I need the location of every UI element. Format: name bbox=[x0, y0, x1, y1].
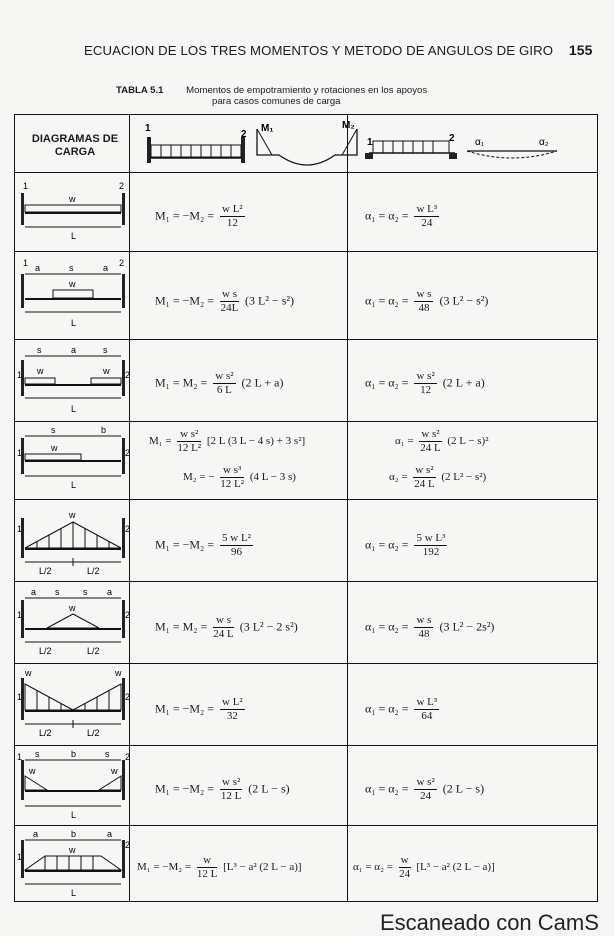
rotation-eq-2 bbox=[365, 288, 488, 315]
diag7-label-L2b: L/2 bbox=[87, 728, 100, 738]
diag2-label-a1: a bbox=[35, 263, 41, 273]
load-diagram-4 bbox=[17, 424, 137, 498]
diag7-label-2: 2 bbox=[125, 692, 131, 702]
diag9-label-L: L bbox=[71, 888, 77, 898]
moment-eq-6-num: w s bbox=[213, 614, 233, 628]
rotation-eq-8-num: w s² bbox=[416, 776, 435, 788]
moment-eq-4b-den: 12 L² bbox=[220, 478, 245, 490]
header-a2: α₂ bbox=[539, 137, 549, 148]
diag4-label-w: w bbox=[51, 443, 58, 453]
rotation-eq-4a-rest: (2 L − s)² bbox=[447, 435, 489, 448]
diag7-label-L2a: L/2 bbox=[39, 728, 52, 738]
diag3-label-s2: s bbox=[103, 345, 108, 355]
moment-eq-5-den: 96 bbox=[231, 546, 242, 558]
table-row-6 bbox=[15, 581, 597, 663]
moment-eq-9-num: w bbox=[197, 854, 217, 868]
moment-eq-4b-lhs: M₂ = − bbox=[183, 471, 215, 484]
moment-eq-7-den: 32 bbox=[226, 710, 238, 722]
diag5-label-L2a: L/2 bbox=[39, 566, 52, 576]
table-label: TABLA 5.1 bbox=[116, 85, 164, 96]
rotation-eq-9-num: w bbox=[400, 854, 409, 866]
diag1-label-2: 2 bbox=[119, 181, 125, 191]
diag7-label-w1: w bbox=[25, 668, 32, 678]
moment-eq-3-lhs: M₁ = M₂ = bbox=[155, 375, 208, 390]
rotation-eq-9-den: 24 bbox=[399, 868, 411, 880]
diag8-label-w1: w bbox=[29, 766, 36, 776]
diag1-label-L: L bbox=[71, 231, 77, 241]
diagram-column-heading: DIAGRAMAS DE CARGA bbox=[31, 133, 119, 158]
diag3-label-L: L bbox=[71, 404, 77, 414]
moment-eq-2-rest: (3 L² − s²) bbox=[245, 293, 294, 308]
moment-eq-6-den: 24 L bbox=[213, 628, 234, 640]
diag6-label-L2b: L/2 bbox=[87, 646, 100, 656]
table-caption bbox=[116, 85, 427, 107]
rotation-eq-2-rest: (3 L² − s²) bbox=[439, 293, 489, 308]
rotation-eq-4a bbox=[395, 428, 489, 455]
rotation-eq-8-lhs: α₁ = α₂ = bbox=[365, 781, 409, 796]
header-a1: α₁ bbox=[475, 137, 485, 148]
diag2-label-s: s bbox=[69, 263, 74, 273]
moment-eq-4b bbox=[183, 464, 296, 491]
moment-eq-5 bbox=[155, 532, 256, 559]
diag4-label-s: s bbox=[51, 425, 56, 435]
moment-eq-4a-den: 12 L² bbox=[177, 442, 202, 454]
diag1-label-w: w bbox=[69, 194, 76, 204]
header-m1: M₁ bbox=[261, 123, 274, 134]
table-row-2 bbox=[15, 251, 597, 339]
moment-eq-2 bbox=[155, 288, 294, 315]
diag3-label-w2: w bbox=[103, 366, 110, 376]
table-row-4 bbox=[15, 421, 597, 499]
moment-eq-9-rest: [L³ − a² (2 L − a)] bbox=[223, 861, 302, 874]
moment-eq-8 bbox=[155, 776, 290, 803]
moment-eq-6-rest: (3 L² − 2 s²) bbox=[239, 619, 298, 634]
rotation-eq-9 bbox=[353, 854, 495, 881]
moment-eq-7 bbox=[155, 696, 248, 723]
moment-eq-1-num: w L² bbox=[222, 203, 243, 215]
rotation-eq-1 bbox=[365, 203, 442, 230]
diag2-label-w: w bbox=[69, 279, 76, 289]
scanner-watermark: Escaneado con CamS bbox=[380, 910, 599, 935]
moment-eq-2-den: 24L bbox=[220, 302, 239, 314]
diag2-label-a2: a bbox=[103, 263, 109, 273]
table-row-7 bbox=[15, 663, 597, 745]
moment-eq-8-lhs: M₁ = −M₂ = bbox=[155, 781, 215, 796]
diag3-label-w1: w bbox=[37, 366, 44, 376]
rotation-eq-8 bbox=[365, 776, 484, 803]
rotation-eq-3-num: w s² bbox=[416, 370, 435, 382]
header-node-1: 1 bbox=[145, 123, 151, 134]
rotation-eq-3-rest: (2 L + a) bbox=[442, 375, 485, 390]
moment-eq-8-num: w s² bbox=[222, 776, 241, 788]
header-node-2b: 2 bbox=[449, 133, 455, 144]
moment-eq-2-num: w s bbox=[222, 288, 237, 300]
diag8-label-L: L bbox=[71, 810, 77, 820]
moment-eq-7-num: w L² bbox=[222, 696, 243, 708]
header-node-1b: 1 bbox=[367, 137, 373, 148]
diag6-label-w: w bbox=[69, 603, 76, 613]
rotation-eq-4a-num: w s² bbox=[421, 428, 440, 440]
diag6-label-2: 2 bbox=[125, 610, 131, 620]
caption-line-2: para casos comunes de carga bbox=[212, 96, 341, 107]
rotation-eq-4b-den: 24 L bbox=[414, 478, 435, 490]
rotation-eq-2-num: w s bbox=[416, 288, 432, 300]
table-row-1 bbox=[15, 172, 597, 251]
load-diagram-3 bbox=[17, 342, 137, 420]
table-row-3 bbox=[15, 339, 597, 421]
diag9-label-2: 2 bbox=[125, 840, 131, 850]
moment-eq-4a-rest: [2 L (3 L − 4 s) + 3 s²] bbox=[206, 435, 306, 448]
diag9-label-a2: a bbox=[107, 829, 113, 839]
diag9-label-b: b bbox=[71, 829, 77, 839]
diag8-label-2: 2 bbox=[125, 752, 131, 762]
moment-eq-6 bbox=[155, 614, 298, 641]
rotation-eq-9-lhs: α₁ = α₂ = bbox=[353, 861, 393, 874]
diag5-label-1: 1 bbox=[17, 524, 23, 534]
moment-eq-3-den: 6 L bbox=[216, 384, 232, 396]
moment-eq-1 bbox=[155, 203, 248, 230]
moment-eq-4a-lhs: M₁ = bbox=[149, 435, 172, 448]
load-diagram-6 bbox=[17, 584, 137, 662]
moment-eq-2-lhs: M₁ = −M₂ = bbox=[155, 293, 215, 308]
rotation-eq-8-den: 24 bbox=[420, 790, 432, 802]
diag6-label-s1: s bbox=[55, 587, 60, 597]
rotation-eq-6-num: w s bbox=[416, 614, 432, 626]
rotation-eq-7-den: 64 bbox=[421, 710, 433, 722]
rotation-eq-4a-lhs: α₁ = bbox=[395, 435, 414, 448]
moment-eq-9-lhs: M₁ = −M₂ = bbox=[137, 861, 192, 874]
diag8-label-s2: s bbox=[105, 749, 110, 759]
rotation-eq-6-lhs: α₁ = α₂ = bbox=[365, 619, 409, 634]
rotation-eq-4b-num: w s² bbox=[415, 464, 434, 476]
moment-eq-4a bbox=[149, 428, 305, 455]
moment-eq-8-den: 12 L bbox=[220, 790, 242, 802]
diag6-label-a1: a bbox=[31, 587, 37, 597]
rotation-eq-1-den: 24 bbox=[421, 217, 433, 229]
diag2-label-2: 2 bbox=[119, 258, 125, 268]
diag3-label-2: 2 bbox=[125, 370, 131, 380]
moment-eq-9 bbox=[137, 854, 302, 881]
diag4-label-L: L bbox=[71, 480, 77, 490]
diag8-label-w2: w bbox=[111, 766, 118, 776]
load-diagram-2 bbox=[17, 254, 137, 338]
diag6-label-s2: s bbox=[83, 587, 88, 597]
rotation-eq-3-den: 12 bbox=[420, 384, 432, 396]
rotation-eq-4b-rest: (2 L² − s²) bbox=[441, 471, 487, 484]
rotation-eq-6-den: 48 bbox=[418, 628, 430, 640]
rotation-eq-7-lhs: α₁ = α₂ = bbox=[365, 701, 409, 716]
table-row-8 bbox=[15, 745, 597, 825]
diag1-label-1: 1 bbox=[23, 181, 29, 191]
diag2-label-L: L bbox=[71, 318, 77, 328]
moment-eq-5-num: 5 w L² bbox=[222, 532, 251, 544]
rotation-eq-5-den: 192 bbox=[422, 546, 440, 558]
rotation-eq-4b bbox=[389, 464, 486, 491]
page-number: 155 bbox=[568, 42, 593, 58]
moment-eq-1-den: 12 bbox=[226, 217, 238, 229]
rotation-eq-9-rest: [L³ − a² (2 L − a)] bbox=[416, 861, 495, 874]
rotation-eq-3-lhs: α₁ = α₂ = bbox=[365, 375, 409, 390]
table-row-5 bbox=[15, 499, 597, 581]
moment-eq-4b-rest: (4 L − 3 s) bbox=[249, 471, 296, 484]
diag3-label-1: 1 bbox=[17, 370, 23, 380]
table-row-9 bbox=[15, 825, 597, 901]
running-header bbox=[84, 42, 593, 58]
diag3-label-s1: s bbox=[37, 345, 42, 355]
moment-eq-9-den: 12 L bbox=[196, 868, 218, 880]
rotation-eq-4a-den: 24 L bbox=[420, 442, 441, 454]
diag8-label-s1: s bbox=[35, 749, 40, 759]
header-title: ECUACION DE LOS TRES MOMENTOS Y METODO DE ANGULOS DE GIRO bbox=[84, 43, 554, 58]
diag8-label-b: b bbox=[71, 749, 77, 759]
load-diagram-9 bbox=[17, 828, 137, 900]
rotation-eq-1-num: w L³ bbox=[416, 203, 438, 215]
rotation-eq-6-rest: (3 L² − 2s²) bbox=[439, 619, 495, 634]
diag3-label-a: a bbox=[71, 345, 77, 355]
moment-eq-6-lhs: M₁ = M₂ = bbox=[155, 619, 208, 634]
diag4-label-1: 1 bbox=[17, 448, 23, 458]
load-diagram-8 bbox=[17, 748, 137, 824]
rotation-eq-5-num: 5 w L³ bbox=[416, 532, 446, 544]
diag6-label-a2: a bbox=[107, 587, 113, 597]
moment-eq-3-rest: (2 L + a) bbox=[241, 375, 284, 390]
rotation-eq-3 bbox=[365, 370, 485, 397]
moment-eq-4b-num: w s³ bbox=[220, 464, 244, 478]
diag9-label-1: 1 bbox=[17, 852, 23, 862]
diag6-label-L2a: L/2 bbox=[39, 646, 52, 656]
diag5-label-L2b: L/2 bbox=[87, 566, 100, 576]
caption-line-1: Momentos de empotramiento y rotaciones en los apoyos bbox=[186, 85, 428, 96]
moment-eq-7-lhs: M₁ = −M₂ = bbox=[155, 701, 215, 716]
rotation-eq-1-lhs: α₁ = α₂ = bbox=[365, 208, 409, 223]
rotation-eq-4b-lhs: α₂ = bbox=[389, 471, 408, 484]
rotation-eq-7 bbox=[365, 696, 442, 723]
diag8-label-1: 1 bbox=[17, 752, 23, 762]
moment-eq-3 bbox=[155, 370, 284, 397]
diag9-label-w: w bbox=[69, 845, 76, 855]
diag6-label-1: 1 bbox=[17, 610, 23, 620]
rotation-eq-2-den: 48 bbox=[418, 302, 430, 314]
rotation-eq-7-num: w L³ bbox=[416, 696, 438, 708]
load-diagram-1 bbox=[17, 175, 137, 249]
moment-eq-4a-num: w s² bbox=[177, 428, 201, 442]
diag4-label-b: b bbox=[101, 425, 107, 435]
header-diagrams bbox=[137, 115, 597, 170]
diag7-label-1: 1 bbox=[17, 692, 23, 702]
diag2-label-1: 1 bbox=[23, 258, 29, 268]
diag5-label-2: 2 bbox=[125, 524, 131, 534]
moment-eq-5-lhs: M₁ = −M₂ = bbox=[155, 537, 215, 552]
rotation-eq-5-lhs: α₁ = α₂ = bbox=[365, 537, 409, 552]
rotation-eq-5 bbox=[365, 532, 450, 559]
diag5-label-w: w bbox=[69, 510, 76, 520]
header-node-2: 2 bbox=[241, 129, 247, 140]
rotation-eq-2-lhs: α₁ = α₂ = bbox=[365, 293, 409, 308]
diag9-label-a1: a bbox=[33, 829, 39, 839]
moment-eq-8-rest: (2 L − s) bbox=[248, 781, 290, 796]
table-header-row bbox=[15, 115, 597, 172]
load-table bbox=[14, 114, 598, 902]
rotation-eq-6 bbox=[365, 614, 494, 641]
rotation-eq-8-rest: (2 L − s) bbox=[442, 781, 485, 796]
load-diagram-5 bbox=[17, 502, 137, 580]
load-diagram-7 bbox=[17, 666, 137, 744]
diag7-label-w2: w bbox=[115, 668, 122, 678]
header-m2: M₂ bbox=[342, 120, 355, 131]
moment-eq-1-lhs: M₁ = −M₂ = bbox=[155, 208, 215, 223]
moment-eq-3-num: w s² bbox=[215, 370, 234, 382]
diag4-label-2: 2 bbox=[125, 448, 131, 458]
